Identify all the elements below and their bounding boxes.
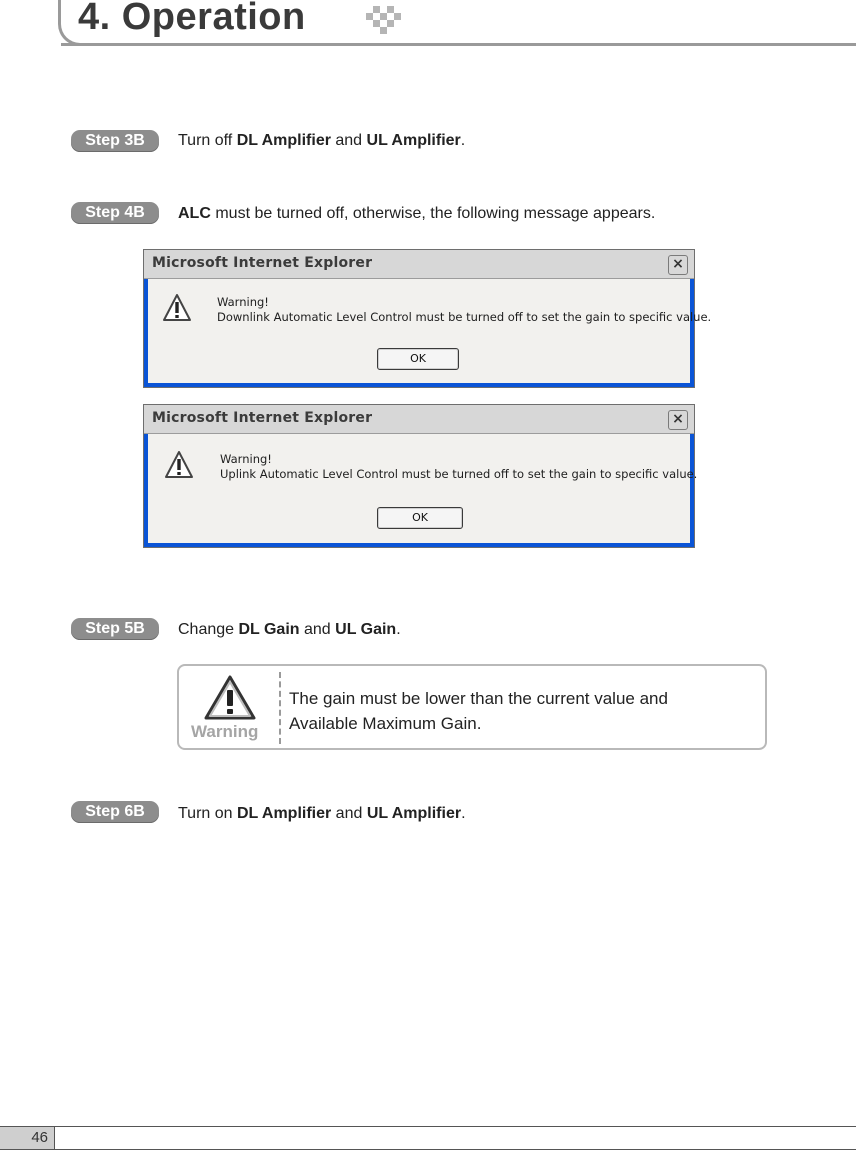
warning-note-line1: The gain must be lower than the current value and [289, 689, 668, 708]
dialog-title: Microsoft Internet Explorer [152, 255, 373, 271]
step-6b-text: Turn on DL Amplifier and UL Amplifier. [178, 805, 466, 822]
downlink-alc-warning-dialog [143, 249, 712, 388]
warning-note [177, 664, 767, 750]
warning-note-text [289, 686, 749, 736]
dialog-message-line1: Warning! [220, 452, 272, 466]
close-icon[interactable]: × [668, 255, 688, 275]
step-6b-badge: Step 6B [71, 801, 159, 823]
page-number-box [0, 1127, 55, 1149]
note-divider [279, 672, 281, 744]
step-3b-text: Turn off DL Amplifier and UL Amplifier. [178, 132, 466, 149]
dialog-title: Microsoft Internet Explorer [152, 410, 373, 426]
ok-button[interactable]: OK [377, 507, 463, 529]
dialog-titlebar [144, 405, 694, 434]
dialog-message [220, 452, 697, 482]
step-3b-badge: Step 3B [71, 130, 159, 152]
page-number: 46 [31, 1129, 48, 1146]
ok-button[interactable]: OK [377, 348, 459, 370]
dialog-message-line2: Uplink Automatic Level Control must be turned off to set the gain to specific value. [220, 467, 698, 481]
dialog-message-line1: Warning! [217, 295, 269, 309]
step-5b-badge: Step 5B [71, 618, 159, 640]
step-5b-text: Change DL Gain and UL Gain. [178, 621, 401, 638]
step-4b-badge: Step 4B [71, 202, 159, 224]
step-4b-text: ALC must be turned off, otherwise, the following message appears. [178, 205, 656, 222]
dialog-body [148, 434, 698, 543]
dialog-body [148, 279, 712, 383]
close-icon[interactable]: × [668, 410, 688, 430]
dialog-message [217, 295, 711, 325]
warning-label: Warning [191, 722, 259, 741]
warning-triangle-icon [203, 674, 257, 722]
dialog-message-line2: Downlink Automatic Level Control must be turned off to set the gain to specific value. [217, 310, 712, 324]
uplink-alc-warning-dialog [143, 404, 698, 548]
footer-rule [0, 1126, 856, 1127]
warning-note-line2: Available Maximum Gain. [289, 714, 482, 733]
dialog-titlebar [144, 250, 694, 279]
footer-bottom-rule [0, 1149, 856, 1150]
section-title: 4. Operation [78, 0, 306, 38]
warning-icon [164, 450, 194, 480]
checker-pattern-icon [366, 6, 402, 34]
warning-icon [162, 293, 192, 323]
